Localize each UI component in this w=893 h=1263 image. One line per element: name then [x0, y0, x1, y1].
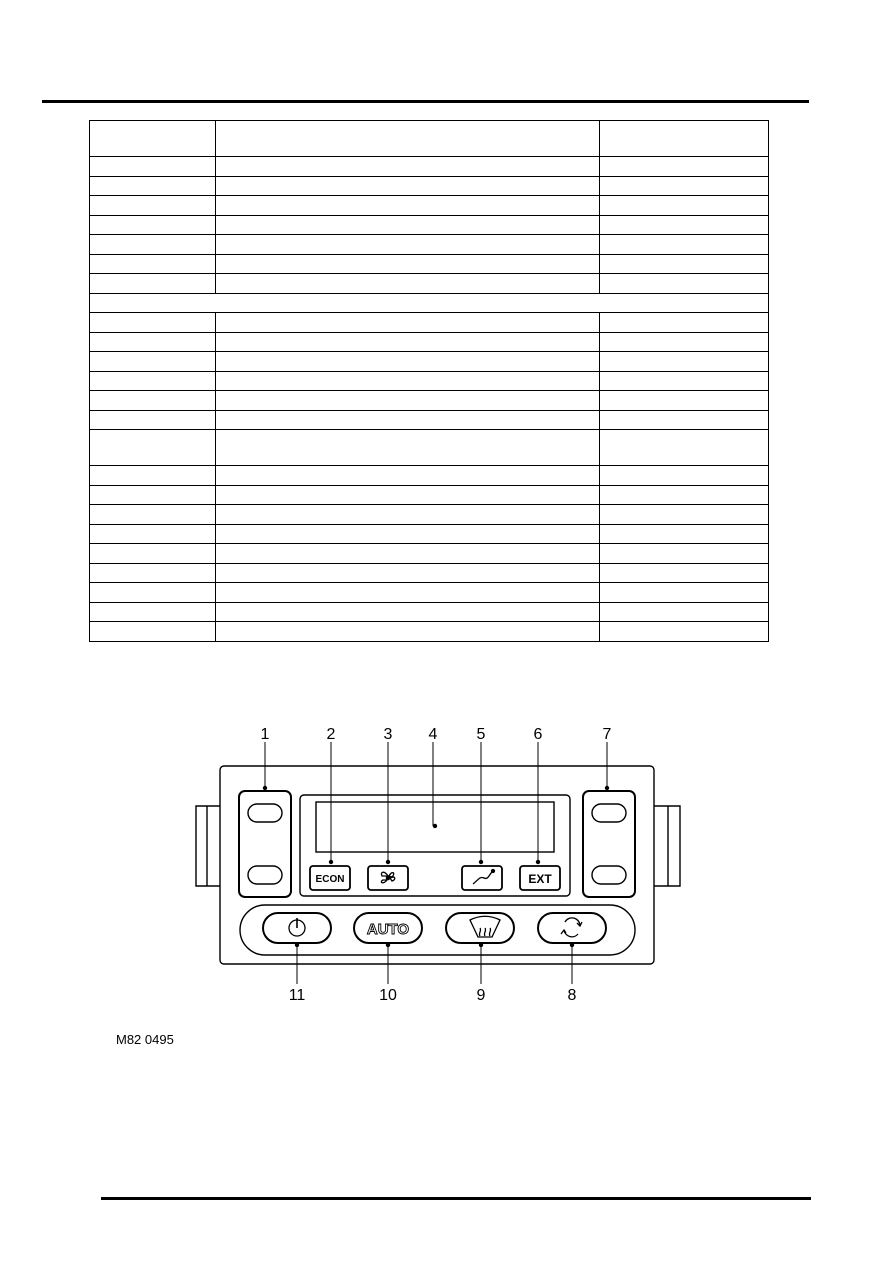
- callout-11: 11: [288, 987, 306, 1004]
- ext-label: EXT: [528, 872, 552, 886]
- callout-5: 5: [476, 726, 486, 743]
- callout-10: 10: [379, 987, 397, 1004]
- callout-1: 1: [260, 726, 270, 743]
- left-rocker-up: [248, 804, 282, 822]
- fan-icon: [381, 872, 394, 883]
- right-bracket: [654, 806, 680, 886]
- right-rocker-down: [592, 866, 626, 884]
- windscreen-defrost-icon: [470, 916, 500, 937]
- right-temperature-rocker: [583, 791, 635, 897]
- right-rocker-up: [592, 804, 626, 822]
- callout-7: 7: [602, 726, 612, 743]
- callout-3: 3: [383, 726, 393, 743]
- figure-caption: M82 0495: [116, 1032, 174, 1047]
- callout-6: 6: [533, 726, 543, 743]
- callout-2: 2: [326, 726, 336, 743]
- footer-rule: [101, 1197, 811, 1200]
- auto-label: AUTO: [366, 921, 410, 938]
- air-recirculation-icon: [561, 918, 582, 937]
- recirculation-curve-icon: [473, 870, 495, 885]
- left-bracket: [196, 806, 220, 886]
- callout-8: 8: [567, 987, 577, 1004]
- left-rocker-down: [248, 866, 282, 884]
- left-temperature-rocker: [239, 791, 291, 897]
- callout-4: 4: [428, 726, 438, 743]
- power-icon: [289, 918, 305, 936]
- econ-label: ECON: [315, 874, 345, 885]
- callout-9: 9: [476, 987, 486, 1004]
